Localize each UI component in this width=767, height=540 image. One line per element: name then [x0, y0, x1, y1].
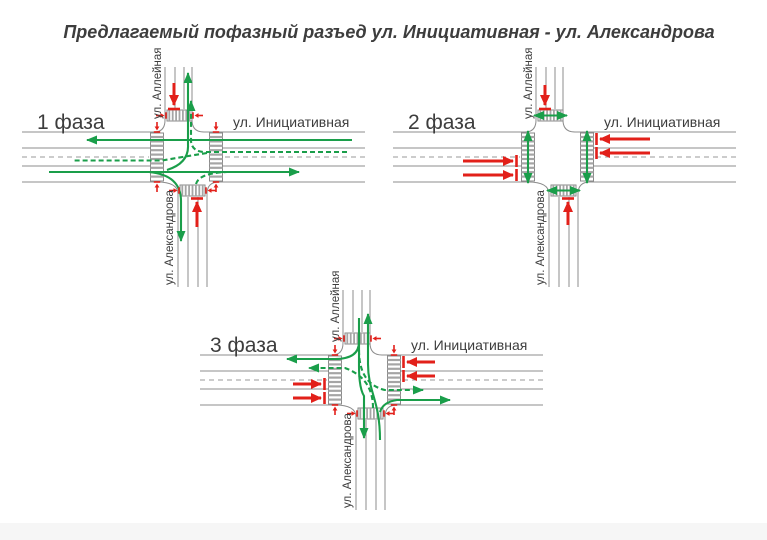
street-label-east: ул. Инициативная	[233, 114, 350, 130]
phase-2-red-arrows	[463, 85, 650, 225]
phase-1-diagram	[22, 48, 365, 287]
street-label-east: ул. Инициативная	[604, 114, 721, 130]
phase-3-label: 3 фаза	[210, 334, 278, 357]
phase-2-green-pedestrian-arrows	[528, 116, 587, 191]
street-label-south: ул. Александрова	[164, 190, 176, 285]
phase-2-label: 2 фаза	[408, 111, 476, 134]
street-label-south: ул. Александрова	[535, 190, 547, 285]
page-title: Предлагаемый пофазный разъед ул. Инициативная - ул. Александрова	[63, 22, 715, 42]
green-arrow-exit-west	[287, 342, 359, 359]
street-label-north: ул. Аллейная	[330, 270, 342, 342]
street-label-north: ул. Аллейная	[523, 47, 535, 119]
street-label-south: ул. Александрова	[342, 413, 354, 508]
street-label-north: ул. Аллейная	[152, 47, 164, 119]
street-label-east: ул. Инициативная	[411, 337, 528, 353]
phase-2-diagram	[393, 48, 736, 287]
phase-3-diagram	[200, 271, 543, 510]
phase-1-label: 1 фаза	[37, 111, 105, 134]
bottom-strip	[0, 523, 767, 540]
